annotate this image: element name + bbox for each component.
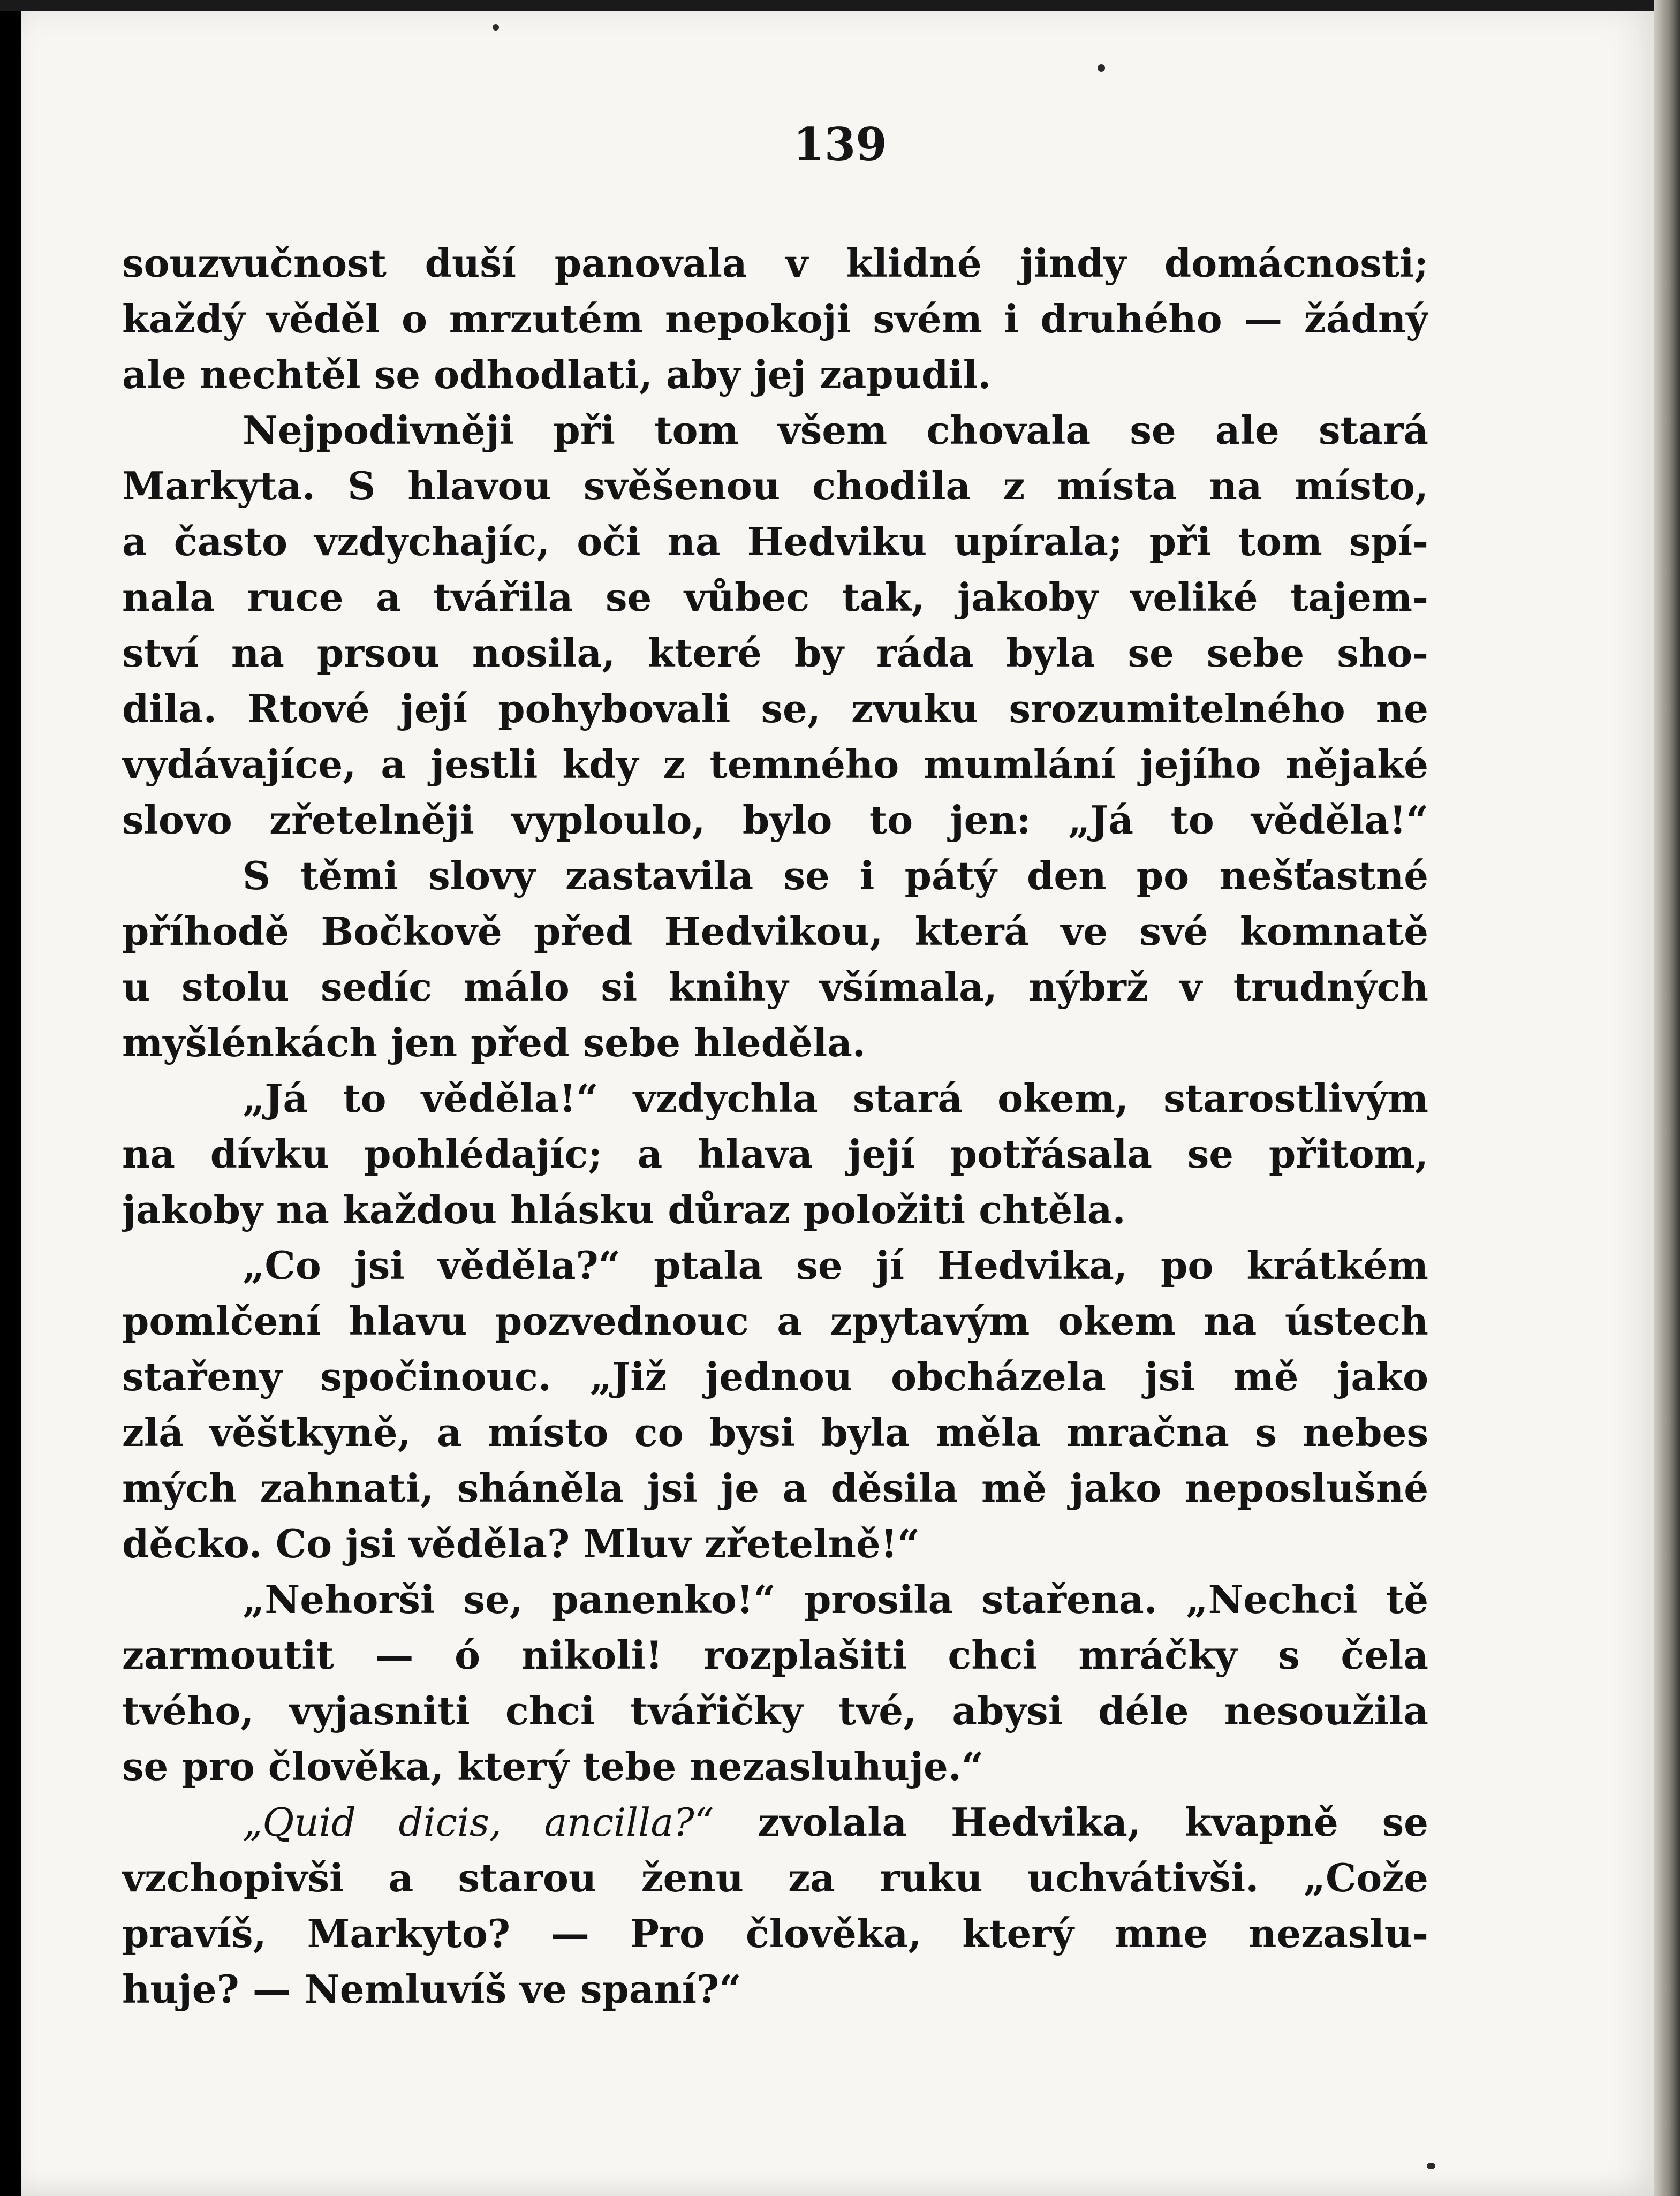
text-line: tvého, vyjasniti chci tvářičky tvé, abysi déle nesoužila: [122, 1688, 1428, 1733]
quote-continuation: zvolala Hedvika, kvapně se: [758, 1799, 1428, 1845]
text-line: Markyta. S hlavou svěšenou chodila z místa na místo,: [122, 463, 1428, 509]
text-line: S těmi slovy zastavila se i pátý den po nešťastné: [243, 853, 1428, 898]
text-line: „Já to věděla!“ vzdychla stará okem, starostlivým: [243, 1076, 1428, 1121]
text-line: nala ruce a tvářila se vůbec tak, jakoby veliké tajem-: [122, 574, 1428, 620]
text-line: a často vzdychajíc, oči na Hedviku upírala; při tom spí-: [122, 519, 1428, 564]
text-line: myšlénkách jen před sebe hleděla.: [122, 1020, 866, 1065]
text-line: „Co jsi věděla?“ ptala se jí Hedvika, po krátkém: [243, 1243, 1428, 1288]
text-line: mých zahnati, sháněla jsi je a děsila mě jako neposlušné: [122, 1465, 1428, 1511]
text-line: Nejpodivněji při tom všem chovala se ale stará: [243, 407, 1428, 453]
text-line: každý věděl o mrzutém nepokoji svém i druhého — žádný: [122, 296, 1428, 342]
text-line: vydávajíce, a jestli kdy z temného mumlání jejího nějaké: [122, 741, 1428, 787]
text-line: pomlčení hlavu pozvednouc a zpytavým okem na ústech: [122, 1298, 1428, 1344]
body-text: [122, 236, 1428, 2017]
scan-border-top: [0, 0, 1680, 11]
text-line: „Nehorši se, panenko!“ prosila stařena. „Nechci tě: [243, 1577, 1428, 1622]
text-line: ství na prsou nosila, které by ráda byla se sebe sho-: [122, 630, 1428, 676]
page-number: 139: [793, 118, 887, 171]
text-line: pravíš, Markyto? — Pro člověka, který mne nezaslu-: [122, 1911, 1428, 1956]
text-line: stařeny spočinouc. „Již jednou obcházela jsi mě jako: [122, 1354, 1428, 1399]
text-line: vzchopivši a starou ženu za ruku uchvátivši. „Cože: [122, 1855, 1428, 1900]
text-line: dila. Rtové její pohybovali se, zvuku srozumitelného ne: [122, 686, 1428, 731]
text-line: děcko. Co jsi věděla? Mluv zřetelně!“: [122, 1521, 920, 1566]
text-line: souzvučnost duší panovala v klidné jindy domácnosti;: [122, 240, 1428, 286]
text-line: huje? — Nemluvíš ve spaní?“: [122, 1966, 741, 2012]
text-line-italic-quote: [122, 1794, 1428, 1850]
latin-quote: „Quid dicis, ancilla?“: [243, 1800, 714, 1845]
text-line: ale nechtěl se odhodlati, aby jej zapudil.: [122, 352, 992, 397]
text-line: jakoby na každou hlásku důraz položiti chtěla.: [122, 1187, 1126, 1232]
text-line: se pro člověka, který tebe nezasluhuje.“: [122, 1744, 984, 1789]
ink-speck: [1427, 2163, 1435, 2169]
ink-speck: [493, 24, 499, 31]
scan-border-left: [0, 0, 21, 2196]
text-line: příhodě Bočkově před Hedvikou, která ve své komnatě: [122, 908, 1428, 954]
text-line: zlá věštkyně, a místo co bysi byla měla mračna s nebes: [122, 1410, 1428, 1455]
text-line: slovo zřetelněji vyploulo, bylo to jen: „Já to věděla!“: [122, 797, 1428, 843]
text-line: zarmoutit — ó nikoli! rozplašiti chci mráčky s čela: [122, 1632, 1428, 1678]
page-edge-shadow: [1654, 0, 1680, 2196]
text-line: u stolu sedíc málo si knihy všímala, nýbrž v trudných: [122, 964, 1428, 1010]
text-line: na dívku pohlédajíc; a hlava její potřásala se přitom,: [122, 1131, 1428, 1177]
ink-speck: [1098, 64, 1105, 72]
